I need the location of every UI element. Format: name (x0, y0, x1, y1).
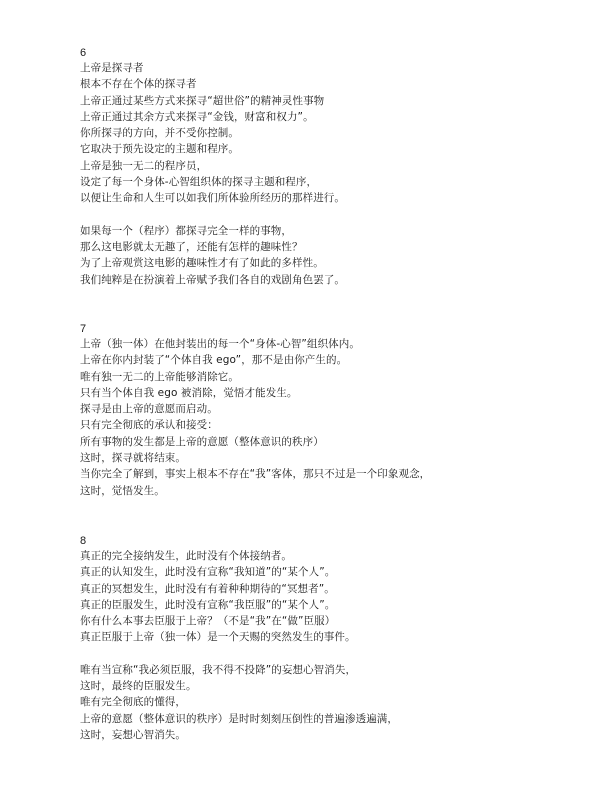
text-line: 真正的冥想发生，此时没有有着种种期待的“冥想者”。 (80, 582, 335, 595)
paragraph-gap (80, 646, 570, 662)
text-line: 我们纯粹是在扮演着上帝赋予我们各自的戏剧角色罢了。 (80, 273, 345, 286)
text-line: 探寻是由上帝的意愿而启动。 (80, 403, 218, 416)
text-line: 真正的认知发生，此时没有宣称“我知道”的“某个人”。 (80, 566, 336, 579)
text-line: 所有事物的发生都是上帝的意愿（整体意识的秩序） (80, 435, 324, 448)
text-line: 为了上帝观赏这电影的趣味性才有了如此的多样性。 (80, 257, 324, 270)
section-number: 7 (80, 323, 87, 335)
text-line: 你所探寻的方向，并不受你控制。 (80, 127, 239, 140)
text-line: 上帝在你内封装了“个体自我 ego”，那不是由你产生的。 (80, 354, 348, 367)
text-line: 以便让生命和人生可以如我们所体验所经历的那样进行。 (80, 192, 345, 205)
text-line: 上帝的意愿（整体意识的秩序）是时时刻刻压倒性的普遍渗透遍满， (80, 712, 398, 725)
text-line: 上帝是探寻者 (80, 62, 144, 74)
section-number: 6 (80, 47, 87, 59)
text-line: 这时，妄想心智消失。 (80, 728, 186, 741)
text-line: 真正的完全接纳发生，此时没有个体接纳者。 (80, 550, 292, 562)
text-line: 唯有独一无二的上帝能够消除它。 (80, 370, 239, 383)
text-line: 当你完全了解到，事实上根本不存在“我”客体，那只不过是一个印象观念， (80, 468, 431, 481)
text-line: 这时，探寻就将结束。 (80, 452, 186, 465)
text-line: 它取决于预先设定的主题和程序。 (80, 143, 239, 156)
text-line: 上帝正通过其余方式来探寻“金钱，财富和权力”。 (80, 110, 314, 123)
text-line: 这时，最终的臣服发生。 (80, 680, 197, 693)
section-6 (80, 46, 570, 288)
text-line: 上帝（独一体）在他封装出的每一个“身体-心智”组织体内。 (80, 338, 360, 350)
text-line: 设定了每一个身体-心智组织体的探寻主题和程序， (80, 176, 318, 189)
text-line: 真正的臣服发生，此时没有宣称“我臣服”的“某个人”。 (80, 598, 336, 611)
text-line: 唯有当宣称“我必须臣服，我不得不投降”的妄想心智消失， (80, 663, 357, 676)
text-line: 真正臣服于上帝（独一体）是一个天赐的突然发生的事件。 (80, 631, 356, 644)
text-line: 上帝正通过某些方式来探寻“超世俗”的精神灵性事物 (80, 94, 325, 107)
text-line: 如果每一个（程序）都探寻完全一样的事物， (80, 224, 292, 237)
text-line: 那么这电影就太无趣了，还能有怎样的趣味性？ (80, 240, 303, 253)
text-line: 唯有完全彻底的懂得， (80, 696, 186, 709)
text-line: 这时，觉悟发生。 (80, 484, 165, 497)
paragraph-gap (80, 207, 570, 223)
text-line: 上帝是独一无二的程序员， (80, 159, 208, 172)
text-line: 只有当个体自我 ego 被消除，觉悟才能发生。 (80, 386, 298, 399)
section-8 (80, 534, 570, 743)
text-line: 你有什么本事去臣服于上帝？（不是“我”在“做”臣服） (80, 615, 336, 628)
section-7 (80, 322, 570, 499)
text-line: 只有完全彻底的承认和接受： (80, 419, 218, 432)
section-number: 8 (80, 535, 87, 547)
text-line: 根本不存在个体的探寻者 (80, 78, 197, 91)
